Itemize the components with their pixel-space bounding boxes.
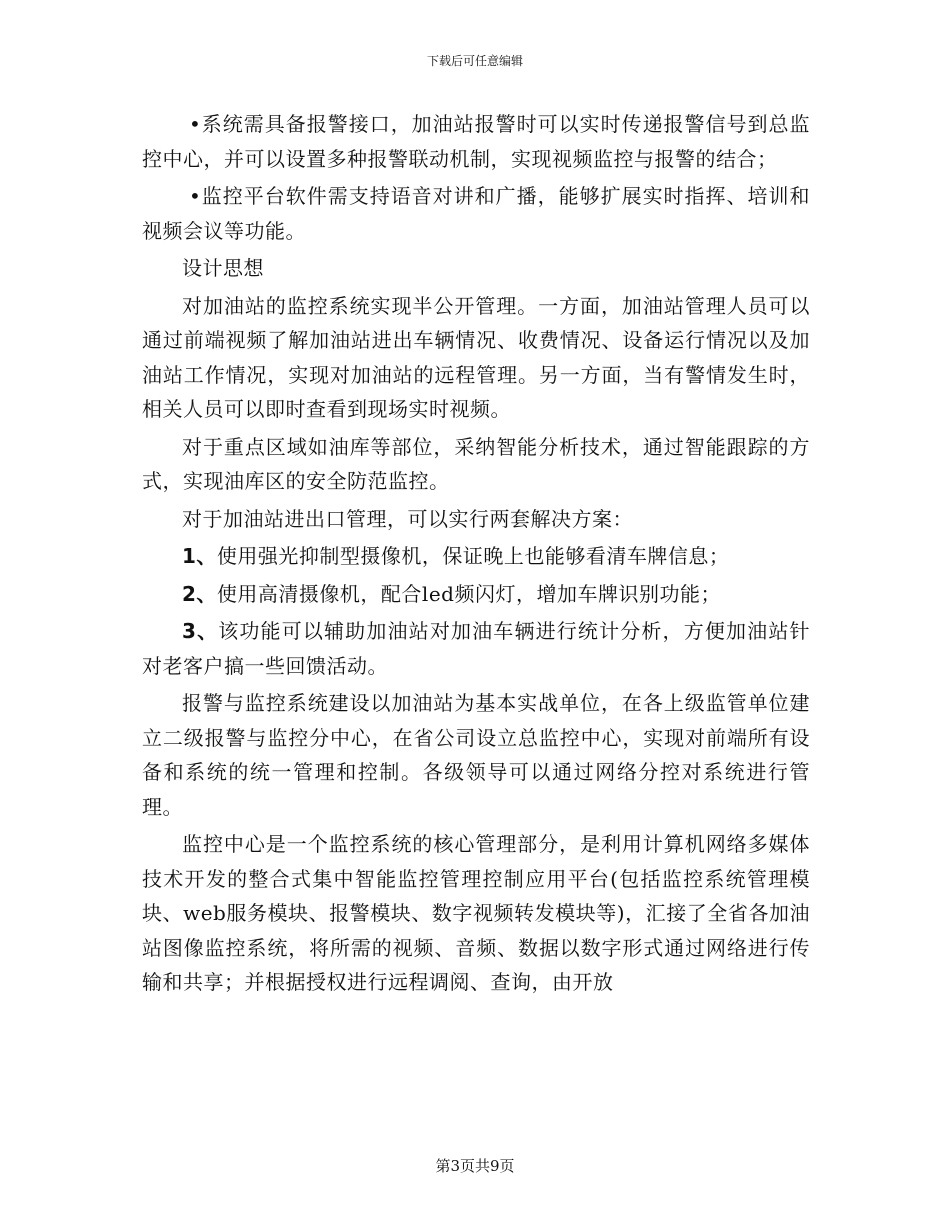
section-heading-design: 设计思想 — [182, 256, 264, 280]
list-item-1: 1、使用强光抑制型摄像机，保证晚上也能够看清车牌信息； — [182, 544, 730, 568]
list-item-2: 2、使用高清摄像机，配合led频闪灯，增加车牌识别功能； — [182, 581, 721, 606]
list-number-1: 1、 — [182, 544, 217, 568]
document-body — [142, 107, 810, 1003]
paragraph-semi-public-management: 对加油站的监控系统实现半公开管理。一方面，加油站管理人员可以通过前端视频了解加油站进出车辆情况、收费情况、设备运行情况以及加油站工作情况，实现对加油站的远程管理。另一方面，当有警情发生时，相关人员可以即时查看到现场实时视频。 — [142, 293, 810, 421]
list-number-2: 2、 — [182, 581, 217, 606]
list-item-3: 3、该功能可以辅助加油站对加油车辆进行统计分析，方便加油站针对老客户搞一些回馈活动。 — [142, 619, 810, 678]
page-header: 下载后可任意编辑 — [426, 54, 523, 68]
paragraph-entrance-management: 对于加油站进出口管理，可以实行两套解决方案： — [182, 506, 633, 531]
paragraph-alarm-system-construction: 报警与监控系统建设以加油站为基本实战单位，在各上级监管单位建立二级报警与监控分中心，在省公司设立总监控中心，实现对前端所有设备和系统的统一管理和控制。各级领导可以通过网络分控对系统进行管理。 — [142, 691, 810, 819]
paragraph-monitoring-center: 监控中心是一个监控系统的核心管理部分，是利用计算机网络多媒体技术开发的整合式集中智能监控管理控制应用平台(包括监控系统管理模块、web服务模块、报警模块、数字视频转发模块等)，汇接了全省各加油站图像监控系统，将所需的视频、音频、数据以数字形式通过网络进行传输和共享；并根据授权进行远程调阅、查询，由开放 — [142, 832, 810, 994]
paragraph-key-areas: 对于重点区域如油库等部位，采纳智能分析技术，通过智能跟踪的方式，实现油库区的安全防范监控。 — [142, 434, 810, 493]
paragraph-alarm-interface: •系统需具备报警接口，加油站报警时可以实时传递报警信号到总监控中心，并可以设置多种报警联动机制，实现视频监控与报警的结合； — [142, 112, 810, 171]
page-footer: 第3页共9页 — [435, 1157, 515, 1175]
list-number-3: 3、 — [182, 619, 219, 643]
paragraph-voice-intercom: •监控平台软件需支持语音对讲和广播，能够扩展实时指挥、培训和视频会议等功能。 — [142, 184, 810, 243]
